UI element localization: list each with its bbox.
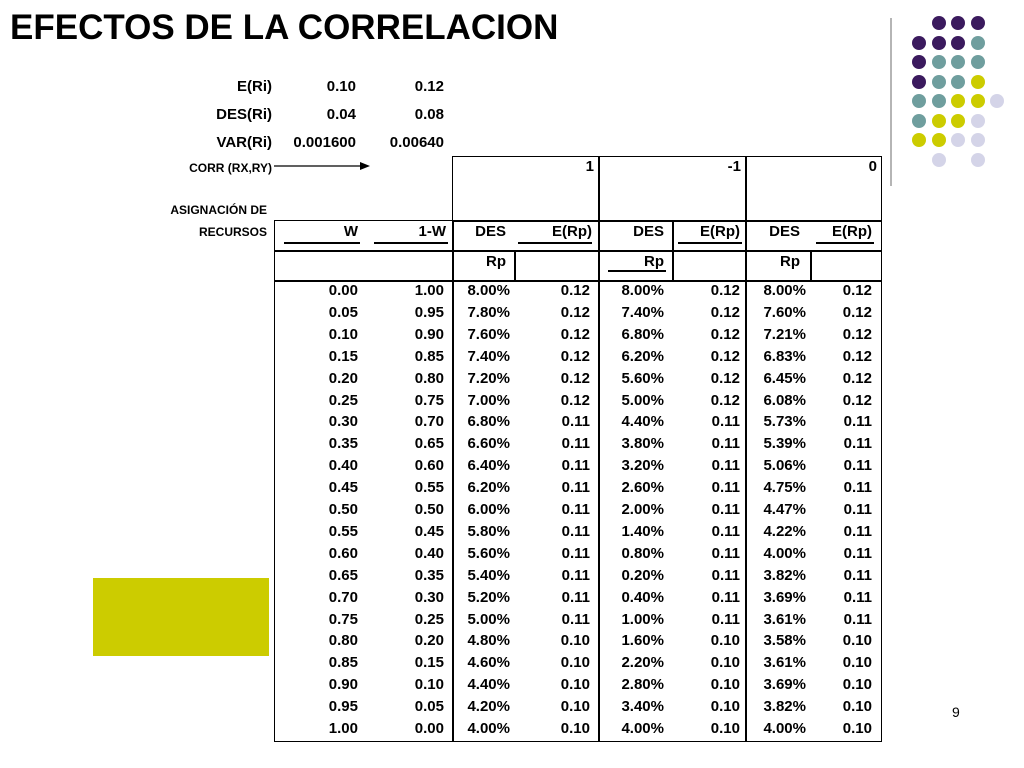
cell-one-minus-w: 0.10 (414, 676, 444, 694)
cell-erp-corr-1: 0.10 (560, 720, 590, 737)
decorative-dot (912, 114, 926, 128)
decorative-dot (932, 133, 946, 147)
cell-des-corr-minus1: 8.00% (621, 282, 664, 299)
decorative-dot (971, 16, 985, 30)
corr-value-0: 0 (868, 158, 877, 175)
cell-one-minus-w: 0.65 (414, 435, 444, 453)
page-number: 9 (952, 704, 960, 720)
cell-des-corr-0: 3.69% (763, 676, 806, 694)
cell-w: 0.60 (328, 544, 358, 562)
cell-erp-corr-minus1: 0.11 (711, 501, 740, 518)
cell-erp-corr-minus1: 0.11 (711, 610, 740, 628)
cell-erp-corr-0: 0.12 (842, 369, 872, 387)
cell-w: 0.20 (328, 369, 358, 387)
decorative-yellow-box (93, 578, 269, 656)
cell-des-corr-0: 6.45% (763, 369, 806, 387)
cell-erp-corr-1: 0.11 (561, 457, 590, 475)
col-header-des-3: DES (769, 223, 800, 240)
eri-y-value: 0.12 (414, 78, 444, 95)
cell-erp-corr-minus1: 0.10 (710, 720, 740, 737)
corr-divider (745, 156, 747, 222)
cell-erp-corr-1: 0.10 (560, 676, 590, 694)
cell-erp-corr-1: 0.12 (560, 391, 590, 409)
cell-erp-corr-minus1: 0.10 (710, 632, 740, 650)
cell-erp-corr-0: 0.10 (842, 654, 872, 672)
cell-erp-corr-1: 0.11 (561, 566, 590, 584)
cell-des-corr-1: 6.40% (467, 457, 510, 475)
cell-erp-corr-0: 0.12 (842, 325, 872, 343)
cell-des-corr-0: 3.69% (763, 588, 806, 606)
cell-erp-corr-1: 0.11 (561, 501, 590, 518)
cell-erp-corr-minus1: 0.12 (710, 369, 740, 387)
varri-y-value: 0.00640 (389, 134, 444, 151)
cell-one-minus-w: 0.20 (414, 632, 444, 650)
cell-one-minus-w: 0.50 (414, 501, 444, 518)
cell-erp-corr-1: 0.11 (561, 588, 590, 606)
cell-des-corr-1: 5.20% (467, 588, 510, 606)
header-divider (745, 220, 747, 282)
cell-des-corr-minus1: 6.20% (621, 347, 664, 365)
cell-erp-corr-minus1: 0.10 (710, 676, 740, 694)
cell-erp-corr-1: 0.10 (560, 632, 590, 650)
decorative-dot (951, 75, 965, 89)
cell-des-corr-0: 3.61% (763, 654, 806, 672)
cell-erp-corr-0: 0.12 (842, 282, 872, 299)
decorative-dot (932, 114, 946, 128)
cell-des-corr-minus1: 5.00% (621, 391, 664, 409)
decorative-dot (951, 114, 965, 128)
cell-des-corr-0: 3.82% (763, 566, 806, 584)
cell-des-corr-1: 7.00% (467, 391, 510, 409)
cell-w: 0.15 (328, 347, 358, 365)
corr-value-1: 1 (585, 158, 594, 175)
desri-label: DES(Ri) (216, 106, 272, 123)
arrow-right-icon (274, 160, 370, 172)
cell-des-corr-0: 6.83% (763, 347, 806, 365)
cell-erp-corr-0: 0.12 (842, 391, 872, 409)
eri-label: E(Ri) (237, 78, 272, 95)
cell-w: 0.70 (328, 588, 358, 606)
cell-des-corr-0: 5.39% (763, 435, 806, 453)
cell-one-minus-w: 0.30 (414, 588, 444, 606)
cell-one-minus-w: 0.75 (414, 391, 444, 409)
cell-des-corr-minus1: 1.00% (621, 610, 664, 628)
col-header-des-2: DES (633, 223, 664, 240)
cell-erp-corr-1: 0.11 (561, 544, 590, 562)
col-header-1-w: 1-W (418, 223, 446, 240)
cell-erp-corr-0: 0.12 (842, 303, 872, 321)
cell-erp-corr-1: 0.12 (560, 325, 590, 343)
decorative-dot (932, 153, 946, 167)
cell-des-corr-1: 4.60% (467, 654, 510, 672)
cell-erp-corr-0: 0.11 (843, 413, 872, 431)
decorative-dot (990, 94, 1004, 108)
corr-divider (598, 156, 600, 222)
cell-w: 0.35 (328, 435, 358, 453)
cell-one-minus-w: 0.40 (414, 544, 444, 562)
cell-des-corr-0: 3.82% (763, 698, 806, 716)
cell-des-corr-0: 3.58% (763, 632, 806, 650)
cell-des-corr-minus1: 4.40% (621, 413, 664, 431)
cell-erp-corr-1: 0.11 (561, 413, 590, 431)
decorative-dot (951, 36, 965, 50)
header-divider (452, 220, 454, 282)
cell-erp-corr-1: 0.11 (561, 479, 590, 497)
cell-des-corr-1: 7.60% (467, 325, 510, 343)
corr-value-minus1: -1 (727, 158, 741, 175)
desri-y-value: 0.08 (414, 106, 444, 123)
cell-des-corr-minus1: 4.00% (621, 720, 664, 737)
cell-erp-corr-1: 0.12 (560, 303, 590, 321)
decorative-dot (932, 55, 946, 69)
cell-erp-corr-1: 0.12 (560, 347, 590, 365)
cell-one-minus-w: 0.70 (414, 413, 444, 431)
cell-one-minus-w: 0.95 (414, 303, 444, 321)
cell-w: 0.65 (328, 566, 358, 584)
cell-des-corr-minus1: 1.40% (621, 522, 664, 540)
header-underline (518, 242, 592, 244)
header-divider (810, 250, 812, 282)
cell-erp-corr-minus1: 0.11 (711, 457, 740, 475)
cell-des-corr-minus1: 2.00% (621, 501, 664, 518)
decorative-dot (932, 36, 946, 50)
cell-erp-corr-0: 0.10 (842, 698, 872, 716)
decorative-dot (951, 55, 965, 69)
cell-des-corr-minus1: 2.80% (621, 676, 664, 694)
cell-erp-corr-minus1: 0.11 (711, 566, 740, 584)
rp-label-3: Rp (780, 253, 800, 270)
header-underline (816, 242, 874, 244)
cell-w: 0.95 (328, 698, 358, 716)
decorative-dot (912, 55, 926, 69)
cell-erp-corr-minus1: 0.10 (710, 654, 740, 672)
cell-one-minus-w: 0.80 (414, 369, 444, 387)
cell-one-minus-w: 0.00 (414, 720, 444, 737)
cell-des-corr-0: 6.08% (763, 391, 806, 409)
decorative-dot (971, 75, 985, 89)
cell-des-corr-0: 4.00% (763, 720, 806, 737)
cell-erp-corr-minus1: 0.11 (711, 544, 740, 562)
cell-des-corr-minus1: 3.20% (621, 457, 664, 475)
cell-w: 1.00 (328, 720, 358, 737)
varri-label: VAR(Ri) (216, 134, 272, 151)
cell-w: 0.40 (328, 457, 358, 475)
cell-erp-corr-minus1: 0.11 (711, 413, 740, 431)
header-divider (672, 220, 674, 282)
cell-erp-corr-minus1: 0.12 (710, 391, 740, 409)
decorative-dot (912, 133, 926, 147)
cell-erp-corr-minus1: 0.10 (710, 698, 740, 716)
cell-erp-corr-0: 0.11 (843, 501, 872, 518)
cell-w: 0.80 (328, 632, 358, 650)
cell-erp-corr-minus1: 0.12 (710, 325, 740, 343)
cell-des-corr-minus1: 1.60% (621, 632, 664, 650)
col-header-erp-3: E(Rp) (832, 223, 872, 240)
cell-des-corr-minus1: 0.80% (621, 544, 664, 562)
col-header-erp-2: E(Rp) (700, 223, 740, 240)
cell-one-minus-w: 0.85 (414, 347, 444, 365)
decorative-dot (971, 94, 985, 108)
cell-des-corr-1: 5.60% (467, 544, 510, 562)
cell-one-minus-w: 0.60 (414, 457, 444, 475)
correlation-header-frame (452, 156, 882, 222)
cell-des-corr-1: 4.20% (467, 698, 510, 716)
decorative-dot (912, 94, 926, 108)
cell-erp-corr-minus1: 0.11 (711, 479, 740, 497)
decorative-divider (890, 18, 892, 186)
header-underline (374, 242, 448, 244)
cell-des-corr-1: 6.20% (467, 479, 510, 497)
header-divider (598, 220, 600, 282)
cell-w: 0.25 (328, 391, 358, 409)
cell-des-corr-1: 5.00% (467, 610, 510, 628)
rp-label-1: Rp (486, 253, 506, 270)
cell-one-minus-w: 0.45 (414, 522, 444, 540)
decorative-dot (951, 133, 965, 147)
varri-x-value: 0.001600 (293, 134, 356, 151)
cell-des-corr-1: 5.80% (467, 522, 510, 540)
cell-w: 0.00 (328, 282, 358, 299)
cell-des-corr-0: 5.73% (763, 413, 806, 431)
cell-des-corr-1: 7.40% (467, 347, 510, 365)
cell-one-minus-w: 0.15 (414, 654, 444, 672)
cell-des-corr-minus1: 7.40% (621, 303, 664, 321)
decorative-dot (932, 94, 946, 108)
header-divider (514, 250, 516, 282)
cell-erp-corr-0: 0.11 (843, 457, 872, 475)
cell-one-minus-w: 0.55 (414, 479, 444, 497)
cell-des-corr-1: 4.00% (467, 720, 510, 737)
cell-des-corr-1: 6.80% (467, 413, 510, 431)
cell-one-minus-w: 1.00 (414, 282, 444, 299)
cell-erp-corr-1: 0.12 (560, 369, 590, 387)
cell-w: 0.55 (328, 522, 358, 540)
cell-des-corr-minus1: 3.80% (621, 435, 664, 453)
cell-des-corr-0: 3.61% (763, 610, 806, 628)
cell-w: 0.10 (328, 325, 358, 343)
cell-erp-corr-1: 0.11 (561, 610, 590, 628)
cell-des-corr-minus1: 0.40% (621, 588, 664, 606)
cell-w: 0.05 (328, 303, 358, 321)
cell-erp-corr-0: 0.10 (842, 676, 872, 694)
cell-erp-corr-minus1: 0.11 (711, 435, 740, 453)
cell-des-corr-1: 4.80% (467, 632, 510, 650)
cell-erp-corr-minus1: 0.12 (710, 303, 740, 321)
cell-erp-corr-1: 0.11 (561, 435, 590, 453)
cell-des-corr-1: 6.00% (467, 501, 510, 518)
cell-des-corr-0: 8.00% (763, 282, 806, 299)
cell-des-corr-0: 4.22% (763, 522, 806, 540)
cell-des-corr-1: 4.40% (467, 676, 510, 694)
col-header-erp-1: E(Rp) (552, 223, 592, 240)
cell-des-corr-0: 7.60% (763, 303, 806, 321)
cell-des-corr-0: 5.06% (763, 457, 806, 475)
cell-erp-corr-0: 0.11 (843, 610, 872, 628)
decorative-dot (951, 94, 965, 108)
cell-erp-corr-0: 0.12 (842, 347, 872, 365)
cell-w: 0.50 (328, 501, 358, 518)
cell-des-corr-minus1: 5.60% (621, 369, 664, 387)
cell-des-corr-minus1: 6.80% (621, 325, 664, 343)
cell-w: 0.85 (328, 654, 358, 672)
cell-des-corr-minus1: 3.40% (621, 698, 664, 716)
cell-w: 0.75 (328, 610, 358, 628)
decorative-dot (932, 75, 946, 89)
cell-w: 0.45 (328, 479, 358, 497)
cell-erp-corr-minus1: 0.11 (711, 522, 740, 540)
decorative-dot (971, 55, 985, 69)
cell-des-corr-1: 8.00% (467, 282, 510, 299)
cell-des-corr-1: 6.60% (467, 435, 510, 453)
header-underline (678, 242, 742, 244)
cell-des-corr-0: 7.21% (763, 325, 806, 343)
cell-one-minus-w: 0.05 (414, 698, 444, 716)
asignacion-label: ASIGNACIÓN DE (170, 203, 267, 217)
recursos-label: RECURSOS (198, 225, 267, 239)
cell-erp-corr-0: 0.11 (843, 566, 872, 584)
decorative-dot (971, 133, 985, 147)
cell-erp-corr-1: 0.12 (560, 282, 590, 299)
cell-erp-corr-0: 0.11 (843, 588, 872, 606)
cell-des-corr-minus1: 2.20% (621, 654, 664, 672)
col-header-w: W (343, 223, 358, 240)
decorative-dot (971, 114, 985, 128)
decorative-dot (971, 153, 985, 167)
decorative-dot (971, 36, 985, 50)
cell-erp-corr-minus1: 0.11 (711, 588, 740, 606)
cell-des-corr-minus1: 2.60% (621, 479, 664, 497)
cell-des-corr-0: 4.00% (763, 544, 806, 562)
cell-one-minus-w: 0.35 (414, 566, 444, 584)
cell-w: 0.30 (328, 413, 358, 431)
cell-des-corr-minus1: 0.20% (621, 566, 664, 584)
cell-one-minus-w: 0.90 (414, 325, 444, 343)
cell-w: 0.90 (328, 676, 358, 694)
col-header-des-1: DES (475, 223, 506, 240)
decorative-dot (912, 36, 926, 50)
cell-erp-corr-1: 0.10 (560, 654, 590, 672)
header-underline (608, 270, 666, 272)
cell-one-minus-w: 0.25 (414, 610, 444, 628)
cell-erp-corr-1: 0.10 (560, 698, 590, 716)
decorative-dot (912, 75, 926, 89)
cell-erp-corr-0: 0.10 (842, 632, 872, 650)
header-underline (284, 242, 360, 244)
cell-erp-corr-0: 0.11 (843, 522, 872, 540)
cell-des-corr-1: 7.80% (467, 303, 510, 321)
decorative-dot (932, 16, 946, 30)
cell-erp-corr-1: 0.11 (561, 522, 590, 540)
cell-erp-corr-0: 0.11 (843, 479, 872, 497)
rp-label-2: Rp (644, 253, 664, 270)
cell-des-corr-1: 7.20% (467, 369, 510, 387)
cell-erp-corr-0: 0.11 (843, 435, 872, 453)
eri-x-value: 0.10 (326, 78, 356, 95)
cell-des-corr-0: 4.75% (763, 479, 806, 497)
cell-erp-corr-0: 0.11 (843, 544, 872, 562)
cell-erp-corr-minus1: 0.12 (710, 347, 740, 365)
cell-erp-corr-minus1: 0.12 (710, 282, 740, 299)
cell-des-corr-1: 5.40% (467, 566, 510, 584)
cell-des-corr-0: 4.47% (763, 501, 806, 518)
cell-erp-corr-0: 0.10 (842, 720, 872, 737)
slide-title: EFECTOS DE LA CORRELACION (10, 8, 559, 47)
corr-label: CORR (RX,RY) (189, 161, 272, 175)
decorative-dot (951, 16, 965, 30)
desri-x-value: 0.04 (326, 106, 356, 123)
